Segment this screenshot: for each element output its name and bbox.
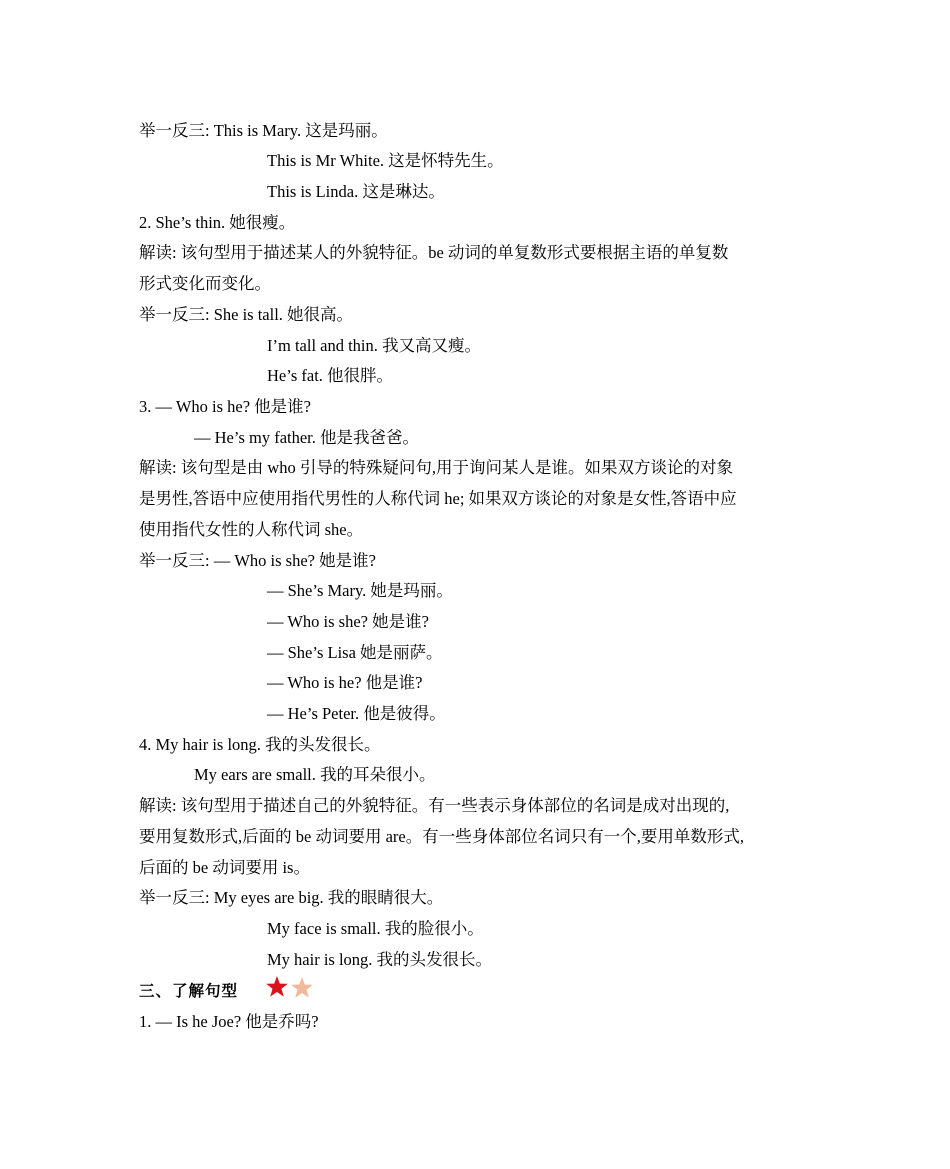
example-line: 举一反三: This is Mary. 这是玛丽。	[139, 121, 388, 140]
explanation-line: 使用指代女性的人称代词 she。	[139, 520, 364, 539]
star-filled-icon	[266, 976, 288, 997]
example-line: — She’s Mary. 她是玛丽。	[267, 581, 453, 600]
section-heading: 三、了解句型	[139, 982, 239, 1000]
example-line: 举一反三: She is tall. 她很高。	[139, 305, 354, 324]
star-half-icon	[291, 977, 313, 998]
difficulty-stars	[266, 974, 320, 1002]
sentence-pattern: 3. — Who is he? 他是谁?	[139, 397, 312, 416]
example-line: This is Mr White. 这是怀特先生。	[267, 151, 504, 170]
example-line: — She’s Lisa 她是丽萨。	[267, 643, 443, 662]
example-line: 举一反三: — Who is she? 她是谁?	[139, 551, 376, 570]
explanation-line: 是男性,答语中应使用指代男性的人称代词 he; 如果双方谈论的对象是女性,答语中应	[139, 489, 737, 508]
sentence-pattern: — He’s my father. 他是我爸爸。	[194, 428, 420, 447]
example-line: He’s fat. 他很胖。	[267, 366, 394, 385]
example-line: 举一反三: My eyes are big. 我的眼睛很大。	[139, 888, 444, 907]
example-line: My face is small. 我的脸很小。	[267, 919, 484, 938]
explanation-line: 后面的 be 动词要用 is。	[139, 858, 310, 877]
sentence-pattern: My ears are small. 我的耳朵很小。	[194, 765, 436, 784]
sentence-pattern: 2. She’s thin. 她很瘦。	[139, 213, 296, 232]
example-line: — He’s Peter. 他是彼得。	[267, 704, 446, 723]
example-line: I’m tall and thin. 我又高又瘦。	[267, 336, 482, 355]
explanation-line: 解读: 该句型是由 who 引导的特殊疑问句,用于询问某人是谁。如果双方谈论的对象	[139, 458, 733, 477]
explanation-line: 解读: 该句型用于描述某人的外貌特征。be 动词的单复数形式要根据主语的单复数	[139, 243, 729, 262]
example-line: — Who is she? 她是谁?	[267, 612, 429, 631]
explanation-line: 要用复数形式,后面的 be 动词要用 are。有一些身体部位名词只有一个,要用单数形式,	[139, 827, 744, 846]
example-line: This is Linda. 这是琳达。	[267, 182, 445, 201]
explanation-line: 解读: 该句型用于描述自己的外貌特征。有一些表示身体部位的名词是成对出现的,	[139, 796, 730, 815]
sentence-pattern: 1. — Is he Joe? 他是乔吗?	[139, 1012, 319, 1031]
example-line: My hair is long. 我的头发很长。	[267, 950, 493, 969]
example-line: — Who is he? 他是谁?	[267, 673, 423, 692]
explanation-line: 形式变化而变化。	[139, 274, 271, 293]
sentence-pattern: 4. My hair is long. 我的头发很长。	[139, 735, 381, 754]
